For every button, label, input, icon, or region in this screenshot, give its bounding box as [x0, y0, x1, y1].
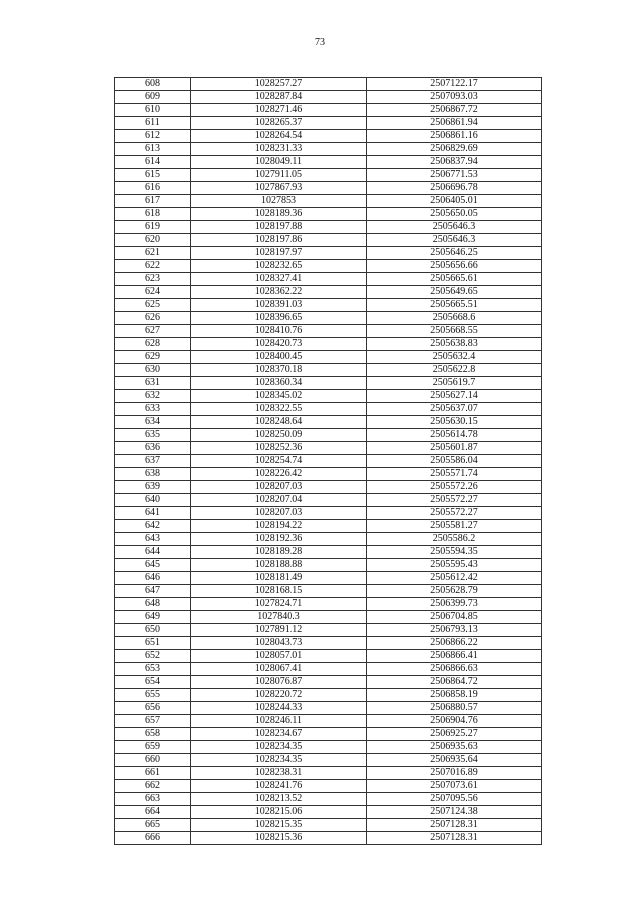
y-coordinate-cell: 2506861.16	[367, 130, 542, 143]
x-coordinate-cell: 1028232.65	[191, 260, 367, 273]
x-coordinate-cell: 1028391.03	[191, 299, 367, 312]
point-number-cell: 623	[115, 273, 191, 286]
table-row	[115, 793, 542, 806]
point-number-cell: 641	[115, 507, 191, 520]
point-number-cell: 621	[115, 247, 191, 260]
y-coordinate-cell: 2506829.69	[367, 143, 542, 156]
table-row	[115, 715, 542, 728]
x-coordinate-cell: 1028168.15	[191, 585, 367, 598]
table-row	[115, 325, 542, 338]
x-coordinate-cell: 1027853	[191, 195, 367, 208]
y-coordinate-cell: 2506867.72	[367, 104, 542, 117]
y-coordinate-cell: 2506793.13	[367, 624, 542, 637]
y-coordinate-cell: 2505646.3	[367, 221, 542, 234]
y-coordinate-cell: 2505572.27	[367, 507, 542, 520]
y-coordinate-cell: 2506771.53	[367, 169, 542, 182]
x-coordinate-cell: 1027891.12	[191, 624, 367, 637]
point-number-cell: 654	[115, 676, 191, 689]
y-coordinate-cell: 2506866.22	[367, 637, 542, 650]
x-coordinate-cell: 1028370.18	[191, 364, 367, 377]
table-row	[115, 338, 542, 351]
table-row	[115, 468, 542, 481]
x-coordinate-cell: 1028057.01	[191, 650, 367, 663]
y-coordinate-cell: 2507095.56	[367, 793, 542, 806]
point-number-cell: 629	[115, 351, 191, 364]
x-coordinate-cell: 1028238.31	[191, 767, 367, 780]
table-row	[115, 650, 542, 663]
point-number-cell: 615	[115, 169, 191, 182]
page-number: 73	[315, 37, 325, 48]
table-row	[115, 299, 542, 312]
x-coordinate-cell: 1028248.64	[191, 416, 367, 429]
table-row	[115, 247, 542, 260]
x-coordinate-cell: 1028327.41	[191, 273, 367, 286]
table-row	[115, 481, 542, 494]
y-coordinate-cell: 2505622.8	[367, 364, 542, 377]
point-number-cell: 653	[115, 663, 191, 676]
table-row	[115, 520, 542, 533]
table-row	[115, 754, 542, 767]
y-coordinate-cell: 2505586.2	[367, 533, 542, 546]
y-coordinate-cell: 2505572.27	[367, 494, 542, 507]
x-coordinate-cell: 1027840.3	[191, 611, 367, 624]
x-coordinate-cell: 1028215.36	[191, 832, 367, 845]
x-coordinate-cell: 1028254.74	[191, 455, 367, 468]
y-coordinate-cell: 2506904.76	[367, 715, 542, 728]
table-row	[115, 585, 542, 598]
point-number-cell: 651	[115, 637, 191, 650]
y-coordinate-cell: 2505665.61	[367, 273, 542, 286]
x-coordinate-cell: 1028194.22	[191, 520, 367, 533]
x-coordinate-cell: 1028067.41	[191, 663, 367, 676]
point-number-cell: 662	[115, 780, 191, 793]
x-coordinate-cell: 1028287.84	[191, 91, 367, 104]
point-number-cell: 618	[115, 208, 191, 221]
x-coordinate-cell: 1028400.45	[191, 351, 367, 364]
table-row	[115, 364, 542, 377]
table-row	[115, 559, 542, 572]
x-coordinate-cell: 1028360.34	[191, 377, 367, 390]
x-coordinate-cell: 1028234.35	[191, 741, 367, 754]
y-coordinate-cell: 2505646.25	[367, 247, 542, 260]
x-coordinate-cell: 1028197.86	[191, 234, 367, 247]
table-row	[115, 728, 542, 741]
x-coordinate-cell: 1028189.36	[191, 208, 367, 221]
y-coordinate-cell: 2506864.72	[367, 676, 542, 689]
point-number-cell: 614	[115, 156, 191, 169]
point-number-cell: 625	[115, 299, 191, 312]
point-number-cell: 650	[115, 624, 191, 637]
x-coordinate-cell: 1028215.06	[191, 806, 367, 819]
x-coordinate-cell: 1027911.05	[191, 169, 367, 182]
x-coordinate-cell: 1028420.73	[191, 338, 367, 351]
y-coordinate-cell: 2505665.51	[367, 299, 542, 312]
table-row	[115, 611, 542, 624]
point-number-cell: 666	[115, 832, 191, 845]
point-number-cell: 617	[115, 195, 191, 208]
point-number-cell: 664	[115, 806, 191, 819]
y-coordinate-cell: 2505627.14	[367, 390, 542, 403]
x-coordinate-cell: 1028362.22	[191, 286, 367, 299]
point-number-cell: 658	[115, 728, 191, 741]
point-number-cell: 645	[115, 559, 191, 572]
x-coordinate-cell: 1028181.49	[191, 572, 367, 585]
table-row	[115, 806, 542, 819]
y-coordinate-cell: 2506704.85	[367, 611, 542, 624]
point-number-cell: 649	[115, 611, 191, 624]
x-coordinate-cell: 1028234.67	[191, 728, 367, 741]
y-coordinate-cell: 2505668.6	[367, 312, 542, 325]
table-row	[115, 598, 542, 611]
table-row	[115, 572, 542, 585]
table-row	[115, 546, 542, 559]
point-number-cell: 622	[115, 260, 191, 273]
y-coordinate-cell: 2505572.26	[367, 481, 542, 494]
y-coordinate-cell: 2505630.15	[367, 416, 542, 429]
table-row	[115, 624, 542, 637]
point-number-cell: 613	[115, 143, 191, 156]
point-number-cell: 631	[115, 377, 191, 390]
y-coordinate-cell: 2506866.63	[367, 663, 542, 676]
point-number-cell: 642	[115, 520, 191, 533]
x-coordinate-cell: 1028189.28	[191, 546, 367, 559]
point-number-cell: 626	[115, 312, 191, 325]
table-row	[115, 208, 542, 221]
table-row	[115, 507, 542, 520]
x-coordinate-cell: 1028322.55	[191, 403, 367, 416]
point-number-cell: 635	[115, 429, 191, 442]
table-row	[115, 260, 542, 273]
table-row	[115, 156, 542, 169]
y-coordinate-cell: 2506935.64	[367, 754, 542, 767]
coordinate-table-body	[115, 78, 542, 845]
table-row	[115, 494, 542, 507]
x-coordinate-cell: 1028207.03	[191, 507, 367, 520]
point-number-cell: 608	[115, 78, 191, 91]
y-coordinate-cell: 2506935.63	[367, 741, 542, 754]
point-number-cell: 638	[115, 468, 191, 481]
point-number-cell: 659	[115, 741, 191, 754]
point-number-cell: 624	[115, 286, 191, 299]
x-coordinate-cell: 1028197.88	[191, 221, 367, 234]
point-number-cell: 656	[115, 702, 191, 715]
point-number-cell: 628	[115, 338, 191, 351]
y-coordinate-cell: 2505646.3	[367, 234, 542, 247]
x-coordinate-cell: 1028207.04	[191, 494, 367, 507]
table-row	[115, 312, 542, 325]
y-coordinate-cell: 2505638.83	[367, 338, 542, 351]
y-coordinate-cell: 2507093.03	[367, 91, 542, 104]
y-coordinate-cell: 2506837.94	[367, 156, 542, 169]
point-number-cell: 655	[115, 689, 191, 702]
y-coordinate-cell: 2507124.38	[367, 806, 542, 819]
y-coordinate-cell: 2505632.4	[367, 351, 542, 364]
point-number-cell: 660	[115, 754, 191, 767]
point-number-cell: 610	[115, 104, 191, 117]
x-coordinate-cell: 1028220.72	[191, 689, 367, 702]
x-coordinate-cell: 1028213.52	[191, 793, 367, 806]
x-coordinate-cell: 1028076.87	[191, 676, 367, 689]
table-row	[115, 390, 542, 403]
table-row	[115, 273, 542, 286]
point-number-cell: 627	[115, 325, 191, 338]
point-number-cell: 636	[115, 442, 191, 455]
table-row	[115, 780, 542, 793]
table-row	[115, 351, 542, 364]
table-row	[115, 117, 542, 130]
point-number-cell: 616	[115, 182, 191, 195]
table-row	[115, 91, 542, 104]
y-coordinate-cell: 2507122.17	[367, 78, 542, 91]
point-number-cell: 644	[115, 546, 191, 559]
table-row	[115, 689, 542, 702]
table-row	[115, 195, 542, 208]
point-number-cell: 663	[115, 793, 191, 806]
y-coordinate-cell: 2507016.89	[367, 767, 542, 780]
table-row	[115, 442, 542, 455]
y-coordinate-cell: 2506861.94	[367, 117, 542, 130]
table-row	[115, 221, 542, 234]
point-number-cell: 661	[115, 767, 191, 780]
y-coordinate-cell: 2505601.87	[367, 442, 542, 455]
point-number-cell: 648	[115, 598, 191, 611]
y-coordinate-cell: 2507128.31	[367, 819, 542, 832]
x-coordinate-cell: 1028250.09	[191, 429, 367, 442]
x-coordinate-cell: 1028231.33	[191, 143, 367, 156]
y-coordinate-cell: 2505612.42	[367, 572, 542, 585]
y-coordinate-cell: 2505656.66	[367, 260, 542, 273]
x-coordinate-cell: 1028252.36	[191, 442, 367, 455]
point-number-cell: 646	[115, 572, 191, 585]
x-coordinate-cell: 1027824.71	[191, 598, 367, 611]
y-coordinate-cell: 2506405.01	[367, 195, 542, 208]
table-row	[115, 78, 542, 91]
x-coordinate-cell: 1028192.36	[191, 533, 367, 546]
point-number-cell: 632	[115, 390, 191, 403]
table-row	[115, 637, 542, 650]
point-number-cell: 612	[115, 130, 191, 143]
y-coordinate-cell: 2506399.73	[367, 598, 542, 611]
y-coordinate-cell: 2505586.04	[367, 455, 542, 468]
y-coordinate-cell: 2505668.55	[367, 325, 542, 338]
x-coordinate-cell: 1028246.11	[191, 715, 367, 728]
y-coordinate-cell: 2506866.41	[367, 650, 542, 663]
point-number-cell: 639	[115, 481, 191, 494]
y-coordinate-cell: 2505650.05	[367, 208, 542, 221]
table-row	[115, 416, 542, 429]
table-row	[115, 143, 542, 156]
y-coordinate-cell: 2506858.19	[367, 689, 542, 702]
x-coordinate-cell: 1027867.93	[191, 182, 367, 195]
table-row	[115, 286, 542, 299]
x-coordinate-cell: 1028345.02	[191, 390, 367, 403]
table-row	[115, 403, 542, 416]
table-row	[115, 429, 542, 442]
point-number-cell: 640	[115, 494, 191, 507]
y-coordinate-cell: 2505571.74	[367, 468, 542, 481]
point-number-cell: 652	[115, 650, 191, 663]
x-coordinate-cell: 1028207.03	[191, 481, 367, 494]
point-number-cell: 609	[115, 91, 191, 104]
y-coordinate-cell: 2505619.7	[367, 377, 542, 390]
y-coordinate-cell: 2507128.31	[367, 832, 542, 845]
x-coordinate-cell: 1028215.35	[191, 819, 367, 832]
x-coordinate-cell: 1028244.33	[191, 702, 367, 715]
table-row	[115, 741, 542, 754]
table-row	[115, 182, 542, 195]
y-coordinate-cell: 2505614.78	[367, 429, 542, 442]
point-number-cell: 637	[115, 455, 191, 468]
x-coordinate-cell: 1028226.42	[191, 468, 367, 481]
table-row	[115, 377, 542, 390]
x-coordinate-cell: 1028049.11	[191, 156, 367, 169]
x-coordinate-cell: 1028264.54	[191, 130, 367, 143]
x-coordinate-cell: 1028043.73	[191, 637, 367, 650]
table-row	[115, 234, 542, 247]
coordinate-table	[114, 77, 542, 845]
table-row	[115, 832, 542, 845]
y-coordinate-cell: 2505637.07	[367, 403, 542, 416]
table-row	[115, 455, 542, 468]
point-number-cell: 633	[115, 403, 191, 416]
x-coordinate-cell: 1028410.76	[191, 325, 367, 338]
x-coordinate-cell: 1028234.35	[191, 754, 367, 767]
table-row	[115, 819, 542, 832]
point-number-cell: 665	[115, 819, 191, 832]
table-row	[115, 169, 542, 182]
y-coordinate-cell: 2506880.57	[367, 702, 542, 715]
x-coordinate-cell: 1028271.46	[191, 104, 367, 117]
table-row	[115, 533, 542, 546]
table-row	[115, 702, 542, 715]
y-coordinate-cell: 2505594.35	[367, 546, 542, 559]
x-coordinate-cell: 1028257.27	[191, 78, 367, 91]
x-coordinate-cell: 1028188.88	[191, 559, 367, 572]
x-coordinate-cell: 1028197.97	[191, 247, 367, 260]
point-number-cell: 620	[115, 234, 191, 247]
x-coordinate-cell: 1028265.37	[191, 117, 367, 130]
y-coordinate-cell: 2505649.65	[367, 286, 542, 299]
x-coordinate-cell: 1028396.65	[191, 312, 367, 325]
table-row	[115, 130, 542, 143]
y-coordinate-cell: 2505628.79	[367, 585, 542, 598]
y-coordinate-cell: 2505595.43	[367, 559, 542, 572]
y-coordinate-cell: 2507073.61	[367, 780, 542, 793]
point-number-cell: 619	[115, 221, 191, 234]
point-number-cell: 611	[115, 117, 191, 130]
point-number-cell: 634	[115, 416, 191, 429]
table-row	[115, 676, 542, 689]
point-number-cell: 630	[115, 364, 191, 377]
y-coordinate-cell: 2505581.27	[367, 520, 542, 533]
point-number-cell: 643	[115, 533, 191, 546]
point-number-cell: 657	[115, 715, 191, 728]
y-coordinate-cell: 2506925.27	[367, 728, 542, 741]
y-coordinate-cell: 2506696.78	[367, 182, 542, 195]
x-coordinate-cell: 1028241.76	[191, 780, 367, 793]
point-number-cell: 647	[115, 585, 191, 598]
table-row	[115, 663, 542, 676]
table-row	[115, 104, 542, 117]
table-row	[115, 767, 542, 780]
